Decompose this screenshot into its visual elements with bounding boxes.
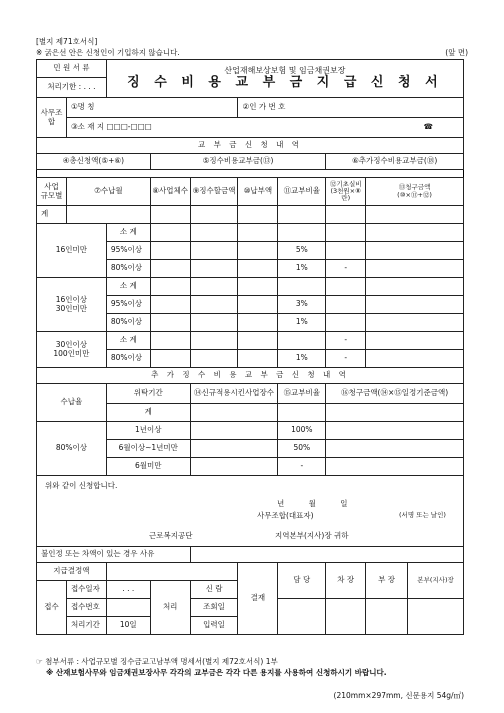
paper-size: (210mm×297mm, 신문용지 54g/㎡) — [333, 691, 464, 700]
sub-label: 소 계 — [106, 278, 150, 296]
rate-cell: 3% — [278, 296, 326, 314]
deadline: 처리기한 : . . . — [37, 78, 107, 98]
reason-label: 불인정 또는 차액이 있는 경우 사유 — [37, 547, 191, 563]
s2-col-period: 위탁기간 — [106, 384, 190, 404]
proc-c: 조회일 — [190, 599, 238, 617]
page-side: (앞 면) — [445, 48, 468, 57]
form-number: [별지 제71호서식] — [36, 37, 98, 46]
group-label: 16인이상 30인미만 — [37, 278, 107, 332]
main-form — [36, 59, 464, 635]
address-label: ③소 재 지 □□□-□□□ — [70, 122, 152, 132]
base-cell — [326, 314, 366, 332]
col-count: ⑧사업체수 — [150, 178, 190, 206]
sub-label: 80%이상 — [106, 260, 150, 278]
reason-field[interactable] — [190, 547, 463, 563]
approver-3: 부 장 — [366, 563, 408, 599]
section1-title: 교 부 금 신 청 내 역 — [37, 138, 464, 154]
col-base: ⑫기초실비 (3천원×⑧란) — [326, 178, 366, 206]
applicant: 사무조합(대표자) — [257, 511, 314, 520]
approver-1: 담 당 — [278, 563, 326, 599]
base-cell: - — [326, 260, 366, 278]
apply-area — [37, 476, 464, 547]
s2-period: 1년이상 — [106, 422, 190, 440]
to-left: 근로복지공단 — [149, 531, 193, 540]
mid-process-label: 처리 — [150, 581, 190, 635]
attachment-note: ☞ 첨부서류 : 사업규모별 징수금교고남부액 명세서(별지 제72호서식) 1부 — [36, 657, 278, 666]
col-size: 사업 규모별 — [37, 178, 67, 206]
extra-fee-field[interactable]: ⑥추가징수비용교부금(⑱) — [326, 154, 464, 170]
s2-rate-label: 80%이상 — [37, 422, 107, 476]
approver-2: 차 장 — [326, 563, 366, 599]
group-label: 30인이상 100인미만 — [37, 332, 107, 368]
notice: ※ 굵은선 안은 신청인이 기입하지 않습니다. — [36, 48, 180, 57]
rate-cell: 1% — [278, 314, 326, 332]
col-due: ⑨징수할금액 — [190, 178, 238, 206]
s2-ratio: 50% — [278, 440, 326, 458]
rate-cell — [278, 224, 326, 242]
s2-col-claim: ⑯청구금액(⑭×⑮일정기준금액) — [326, 384, 464, 404]
s2-total: 계 — [106, 404, 190, 422]
col-month: ⑦수납월 — [66, 178, 150, 206]
sub-label: 95%이상 — [106, 296, 150, 314]
sub-label: 소 계 — [106, 332, 150, 350]
col-claim: ⑬청구금액 (⑩×⑪+⑫) — [366, 178, 464, 206]
s2-ratio: - — [278, 458, 326, 476]
proc-c: 신 람 — [190, 581, 238, 599]
proc-b: 10일 — [106, 617, 150, 635]
office-address-field[interactable] — [66, 118, 463, 138]
col-rate: ⑪교부비율 — [278, 178, 326, 206]
s2-ratio: 100% — [278, 422, 326, 440]
proc-a: 처리기간 — [66, 617, 106, 635]
base-cell — [326, 278, 366, 296]
s2-col-new: ⑭신규적용시킨사업장수 — [190, 384, 278, 404]
fee-field[interactable]: ⑤징수비용교부금(⑬) — [150, 154, 326, 170]
base-cell: - — [326, 332, 366, 350]
total-row: 계 — [37, 206, 67, 224]
col-paid: ⑩납부액 — [238, 178, 278, 206]
sub-label: 80%이상 — [106, 314, 150, 332]
phone-icon: ☎ — [423, 122, 433, 132]
rate-cell — [278, 332, 326, 350]
base-cell — [326, 296, 366, 314]
left-process-label: 접수 — [37, 581, 67, 635]
apply-date: 년 월 일 — [277, 499, 348, 508]
to-right: 지역본부(지사)장 귀하 — [275, 531, 349, 540]
proc-b — [106, 599, 150, 617]
title-cell — [106, 60, 463, 98]
proc-b: . . . — [106, 581, 150, 599]
apply-statement: 위와 같이 신청합니다. — [45, 481, 118, 490]
rate-cell — [278, 278, 326, 296]
proc-a: 접수번호 — [66, 599, 106, 617]
total-request-field[interactable]: ④총신청액(⑤+⑥) — [37, 154, 151, 170]
form-title: 징 수 비 용 교 부 금 지 급 신 청 서 — [127, 74, 443, 90]
rate-cell: 1% — [278, 350, 326, 368]
section2-title: 추 가 징 수 비 용 교 부 금 신 청 내 역 — [37, 368, 464, 384]
amount-label: 지급결정액 — [37, 563, 107, 581]
base-cell — [326, 224, 366, 242]
group-label: 16인미만 — [37, 224, 107, 278]
office-name-field[interactable]: ①명 칭 — [66, 98, 238, 118]
rate-cell: 1% — [278, 260, 326, 278]
proc-c: 입력일 — [190, 617, 238, 635]
base-cell — [326, 242, 366, 260]
sub-label: 80%이상 — [106, 350, 150, 368]
approver-4: 본부(지사)장 — [408, 563, 464, 599]
sub-label: 소 계 — [106, 224, 150, 242]
receipt-no: 민 원 서 류 — [37, 60, 107, 78]
office-label: 사무조합 — [37, 98, 67, 138]
form-subtitle: 산업재해보상보험 및 임금채권보장 — [224, 65, 346, 75]
s2-col-ratio: ⑮교부비율 — [278, 384, 326, 404]
s2-period: 6월이상~1년미만 — [106, 440, 190, 458]
rate-cell: 5% — [278, 242, 326, 260]
proc-a: 접수일자 — [66, 581, 106, 599]
approve-label: 결재 — [238, 563, 278, 635]
base-cell: - — [326, 350, 366, 368]
s2-col-rate: 수납율 — [37, 384, 107, 422]
sub-label: 95%이상 — [106, 242, 150, 260]
usage-note: ※ 산재보험사무와 임금채권보장사무 각각의 교부금은 각각 다른 용지를 사용하여 신청하시기 바랍니다. — [46, 668, 387, 677]
sign-note: (서명 또는 날인) — [399, 511, 446, 519]
office-reg-field[interactable]: ②인 가 번 호 — [238, 98, 464, 118]
s2-period: 6월미만 — [106, 458, 190, 476]
